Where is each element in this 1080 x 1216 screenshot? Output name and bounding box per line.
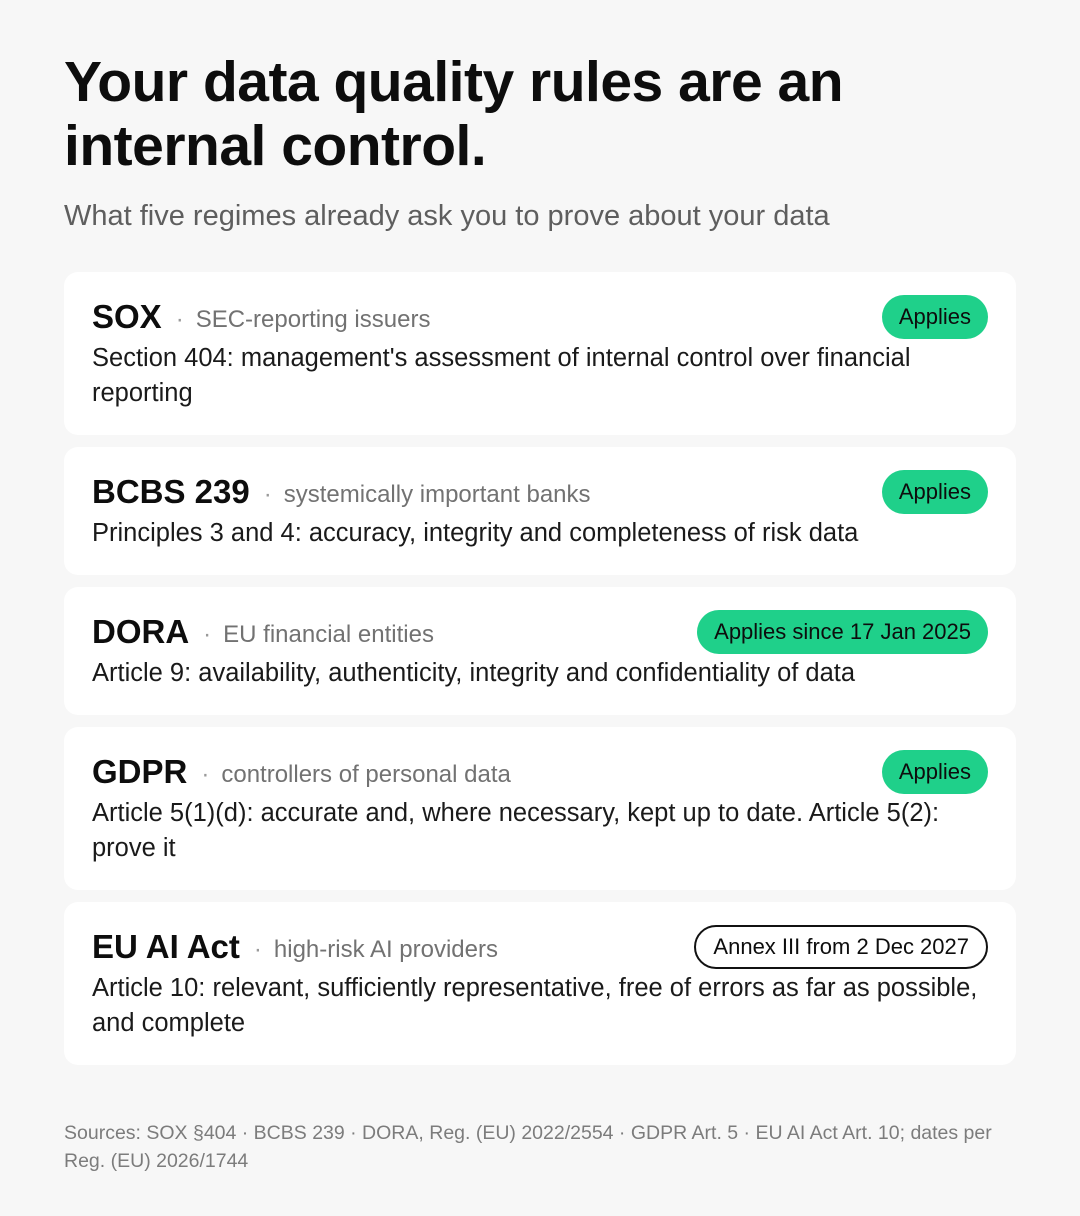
card-header (92, 469, 988, 515)
status-badge: Annex III from 2 Dec 2027 (694, 925, 988, 969)
separator-dot: · (201, 761, 210, 788)
regime-name: EU AI Act (92, 928, 240, 965)
status-badge: Applies (882, 470, 988, 514)
regime-name: SOX (92, 298, 162, 335)
regime-description: Section 404: management's assessment of internal control over financial reporting (92, 344, 911, 407)
regime-card-dora (64, 587, 1016, 715)
regime-scope: EU financial entities (223, 621, 434, 648)
status-badge: Applies since 17 Jan 2025 (697, 610, 988, 654)
card-header (92, 749, 988, 795)
page-subtitle: What five regimes already ask you to prove about your data (64, 200, 830, 232)
regime-card-eu-ai-act (64, 902, 1016, 1065)
regime-card-gdpr (64, 727, 1016, 890)
separator-dot: · (203, 621, 212, 648)
regime-name: DORA (92, 613, 190, 650)
card-header (92, 294, 988, 340)
regime-name: GDPR (92, 753, 188, 790)
regime-scope: SEC-reporting issuers (195, 306, 431, 333)
regime-card-bcbs-239 (64, 447, 1016, 575)
page-title: Your data quality rules are an internal control. (64, 50, 844, 178)
regime-scope: controllers of personal data (221, 761, 511, 788)
regime-description: Principles 3 and 4: accuracy, integrity and completeness of risk data (92, 519, 859, 547)
status-badge: Applies (882, 295, 988, 339)
regime-list (64, 272, 1016, 1077)
separator-dot: · (175, 306, 184, 333)
status-badge: Applies (882, 750, 988, 794)
separator-dot: · (253, 936, 262, 963)
card-header (92, 609, 988, 655)
regime-name: BCBS 239 (92, 473, 250, 510)
regime-description: Article 9: availability, authenticity, integrity and confidentiality of data (92, 659, 856, 687)
regime-description: Article 5(1)(d): accurate and, where necessary, kept up to date. Article 5(2): prove it (92, 799, 940, 862)
regime-card-sox (64, 272, 1016, 435)
sources-footnote: Sources: SOX §404 · BCBS 239 · DORA, Reg. (EU) 2022/2554 · GDPR Art. 5 · EU AI Act Art. 10; dates per Reg. (EU) 2026/1744 (64, 1122, 992, 1172)
regime-description: Article 10: relevant, sufficiently representative, free of errors as far as possible, and complete (92, 974, 978, 1037)
regime-scope: systemically important banks (283, 481, 591, 508)
separator-dot: · (263, 481, 272, 508)
card-header (92, 924, 988, 970)
regime-scope: high-risk AI providers (273, 936, 498, 963)
